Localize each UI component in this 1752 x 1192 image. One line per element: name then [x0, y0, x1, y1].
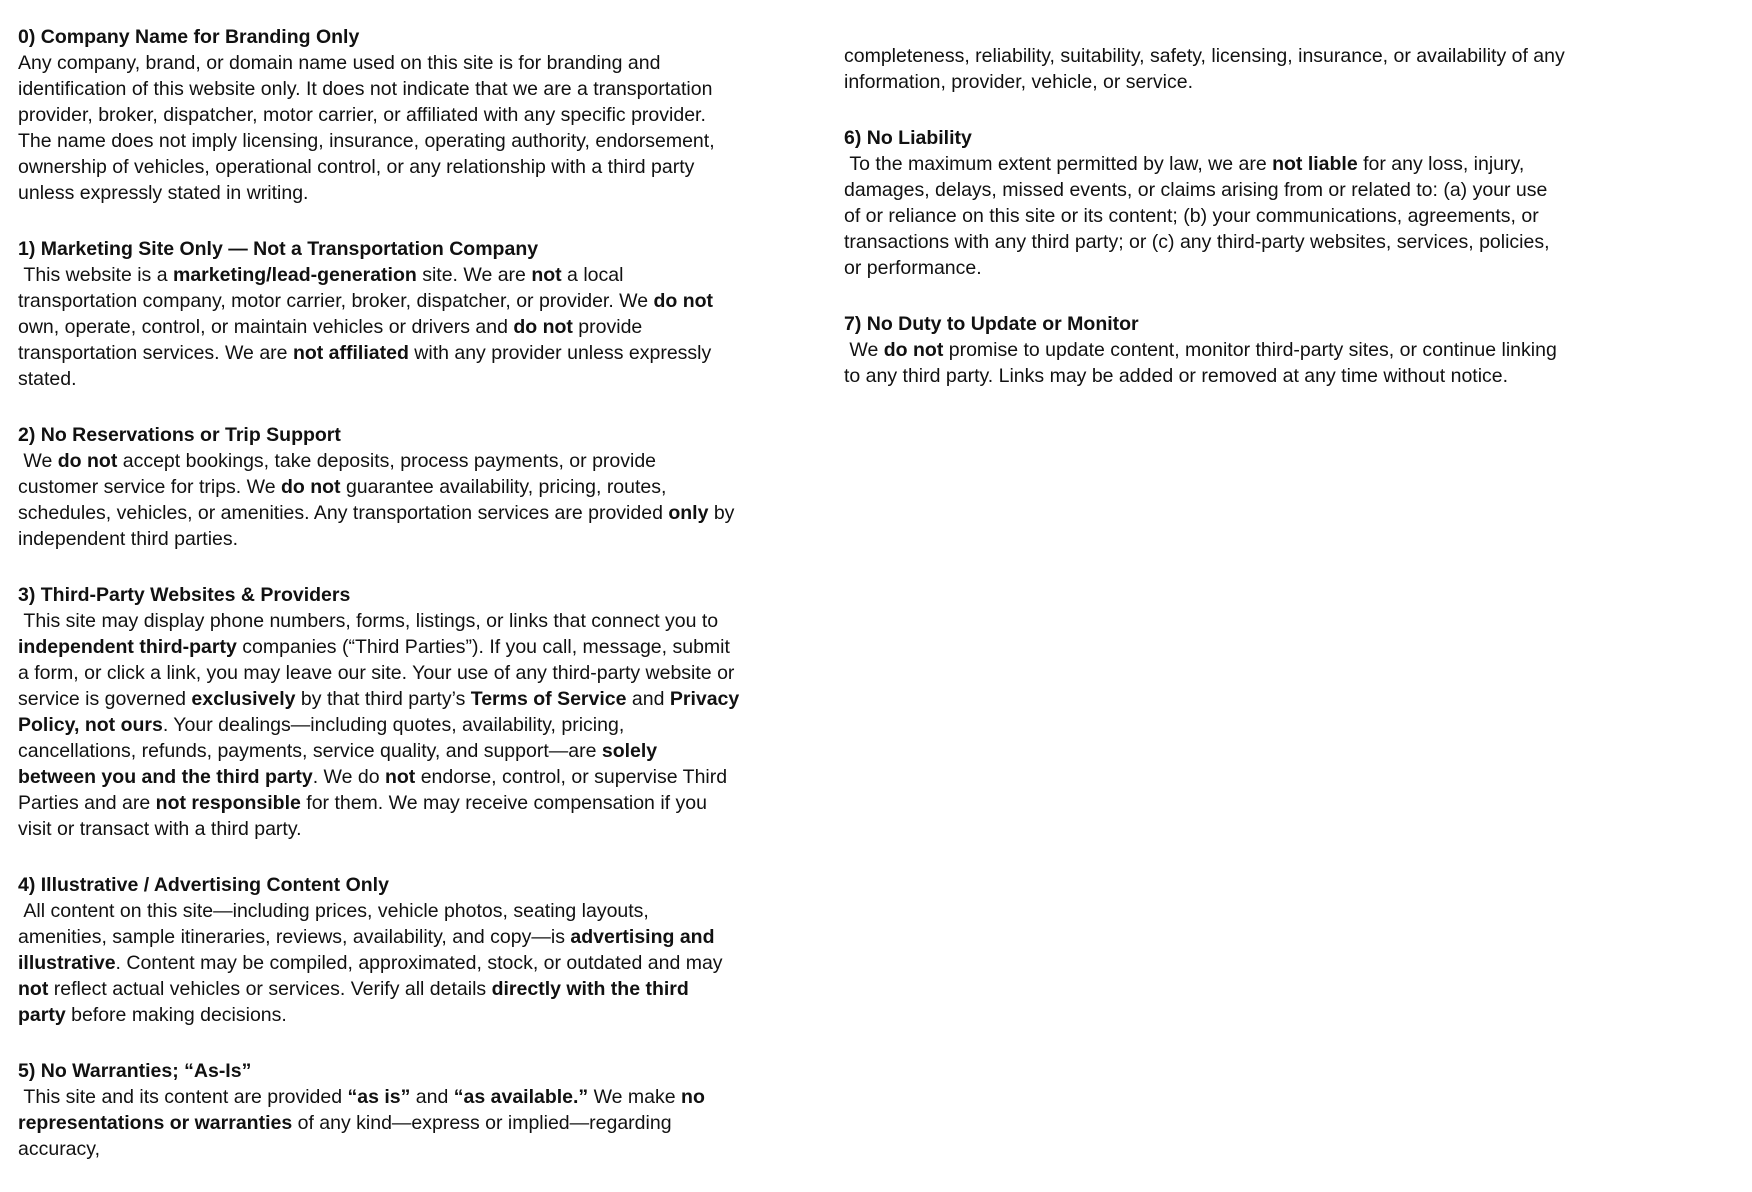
body-text: . Your dealings—including quotes, availability, pricing, cancellations, refunds, payments, service quality, and support—are	[18, 714, 630, 762]
emphasis-text: Terms of Service	[470, 688, 627, 710]
section-7-paragraph	[844, 311, 1566, 389]
body-text: All content on this site—including prices, vehicle photos, seating layouts, amenities, sample itineraries, reviews, availability, and copy—is	[18, 900, 655, 948]
emphasis-text: do not	[57, 450, 118, 472]
emphasis-text: do not	[280, 476, 341, 498]
emphasis-text: do not	[883, 339, 944, 361]
emphasis-text: exclusively	[191, 688, 296, 710]
emphasis-text: not liable	[1272, 153, 1358, 175]
emphasis-text: not	[531, 264, 562, 286]
body-text: and	[410, 1086, 454, 1108]
emphasis-text: “as available.”	[453, 1086, 589, 1108]
body-text: by that third party’s	[295, 688, 471, 710]
section-3-paragraph	[18, 582, 745, 842]
body-text: site. We are	[416, 264, 532, 286]
emphasis-text: not	[18, 978, 49, 1000]
body-text: with any provider unless expressly stated.	[18, 342, 717, 390]
section-heading: 4) Illustrative / Advertising Content Only	[18, 874, 389, 896]
body-text: before making decisions.	[65, 1004, 287, 1026]
emphasis-text: solely between you and the third party	[18, 740, 663, 788]
body-text: and	[626, 688, 670, 710]
body-text: completeness, reliability, suitability, safety, licensing, insurance, or availability of any information, provider, vehicle, or service.	[844, 45, 1571, 93]
emphasis-text: directly with the third party	[18, 978, 695, 1026]
emphasis-text: no representations or warranties	[18, 1086, 711, 1134]
section-heading: 0) Company Name for Branding Only	[18, 26, 360, 48]
section-0-paragraph	[18, 24, 740, 206]
section-1-paragraph	[18, 236, 740, 392]
section-heading: 3) Third-Party Websites & Providers	[18, 584, 351, 606]
section-5-paragraph	[18, 1058, 740, 1162]
section-4-paragraph	[18, 872, 740, 1028]
body-text: To the maximum extent permitted by law, we are	[844, 153, 1273, 175]
body-text: endorse, control, or supervise Third Parties and are	[18, 766, 733, 814]
body-text: guarantee availability, pricing, routes, schedules, vehicles, or amenities. Any transportation services are provided	[18, 476, 672, 524]
emphasis-text: only	[668, 502, 709, 524]
emphasis-text: advertising and illustrative	[18, 926, 720, 974]
body-text: This site and its content are provided	[18, 1086, 348, 1108]
body-text: This site may display phone numbers, forms, listings, or links that connect you to	[18, 610, 724, 632]
body-text: for them. We may receive compensation if you visit or transact with a third party.	[18, 792, 713, 840]
section-heading: 2) No Reservations or Trip Support	[18, 424, 341, 446]
body-text: a local transportation company, motor carrier, broker, dispatcher, or provider. We	[18, 264, 654, 312]
body-text: This website is a	[18, 264, 173, 286]
emphasis-text: Privacy Policy, not ours	[18, 688, 745, 736]
section-heading: 5) No Warranties; “As-Is”	[18, 1060, 252, 1082]
emphasis-text: not responsible	[155, 792, 301, 814]
body-text: for any loss, injury, damages, delays, missed events, or claims arising from or related to: (a) your use of or reliance on this site or its content; (b) your communications, agreements, or transactions with any third party; or (c) any third-party websites, services, policies, or performance.	[844, 153, 1555, 279]
section-heading: 7) No Duty to Update or Monitor	[844, 313, 1139, 335]
body-text: companies (“Third Parties”). If you call, message, submit a form, or click a link, you may leave our site. Your use of any third-party website or service is governed	[18, 636, 740, 710]
body-text: by independent third parties.	[18, 502, 740, 550]
emphasis-text: do not	[653, 290, 714, 312]
section-heading: 1) Marketing Site Only — Not a Transportation Company	[18, 238, 539, 260]
emphasis-text: independent third-party	[18, 636, 237, 658]
left-column	[18, 24, 745, 1192]
emphasis-text: not	[384, 766, 416, 788]
body-text: reflect actual vehicles or services. Verify all details	[48, 978, 492, 1000]
section-continuation-paragraph	[844, 43, 1571, 95]
body-text: promise to update content, monitor third-party sites, or continue linking to any third party. Links may be added or removed at any time without notice.	[844, 339, 1563, 387]
body-text: We	[844, 339, 884, 361]
emphasis-text: “as is”	[347, 1086, 411, 1108]
body-text: We make	[588, 1086, 682, 1108]
body-text: accept bookings, take deposits, process payments, or provide customer service for trips. We	[18, 450, 662, 498]
body-text: . We do	[312, 766, 385, 788]
right-column	[844, 24, 1571, 1192]
emphasis-text: not affiliated	[292, 342, 409, 364]
body-text: of any kind—express or implied—regarding accuracy,	[18, 1112, 677, 1160]
section-2-paragraph	[18, 422, 740, 552]
body-text: We	[18, 450, 58, 472]
body-text: Any company, brand, or domain name used on this site is for branding and identification of this website only. It does not indicate that we are a transportation provider, broker, dispatcher, motor carrier, or affiliated with any specific provider. The name does not imply licensing, insurance, operating authority, endorsement, ownership of vehicles, operational control, or any relationship with a third party unless expressly stated in writing.	[18, 52, 721, 204]
emphasis-text: marketing/lead-generation	[172, 264, 417, 286]
body-text: provide transportation services. We are	[18, 316, 648, 364]
body-text: . Content may be compiled, approximated, stock, or outdated and may	[115, 952, 728, 974]
emphasis-text: do not	[513, 316, 573, 338]
body-text: own, operate, control, or maintain vehicles or drivers and	[18, 290, 719, 338]
section-heading: 6) No Liability	[844, 127, 972, 149]
section-6-paragraph	[844, 125, 1566, 281]
